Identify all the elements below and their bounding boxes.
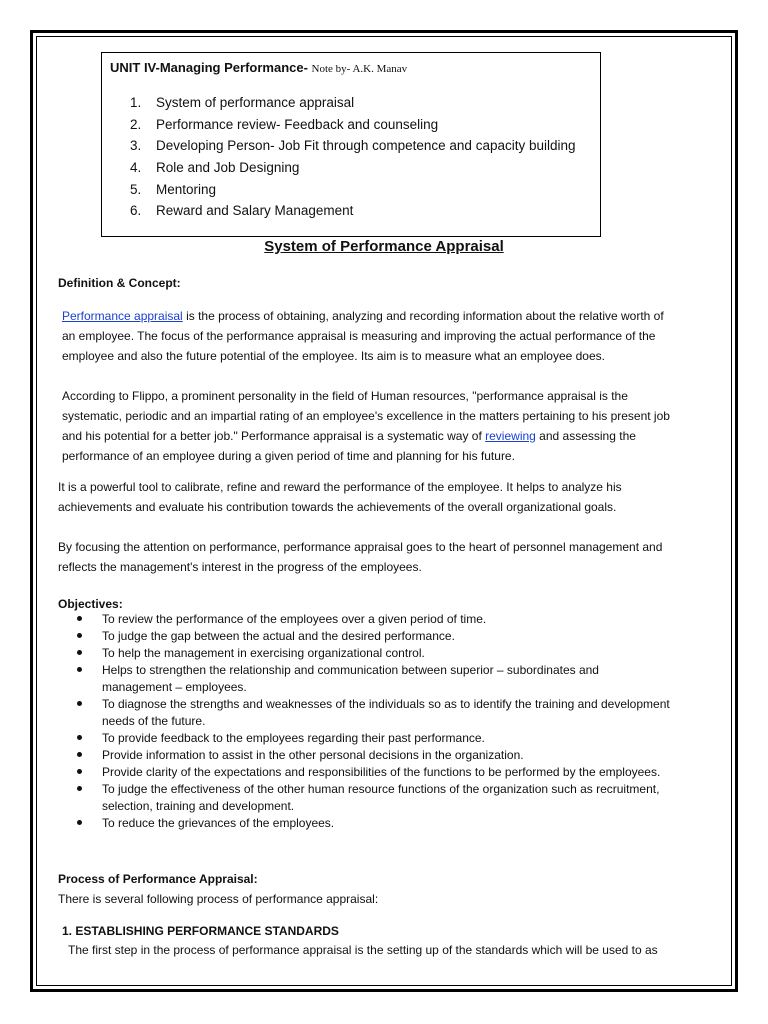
paragraph-3-line-2: achievements and evaluate his contribution towards the achievements of the overall organizational goals.: [58, 500, 617, 514]
paragraph-1-line-2: an employee. The focus of the performance appraisal is measuring and improving the actual performance of the: [62, 329, 656, 343]
topic-item: 6. Reward and Salary Management: [130, 203, 354, 219]
unit-heading: [110, 60, 407, 75]
step-1-text: The first step in the process of performance appraisal is the setting up of the standards which will be used to as: [68, 943, 658, 957]
objective-item: To provide feedback to the employees regarding their past performance.: [77, 730, 670, 747]
objective-item: Provide clarity of the expectations and responsibilities of the functions to be performed by the employees.: [77, 764, 670, 781]
unit-topic-list: [130, 92, 576, 222]
objective-item: To judge the gap between the actual and the desired performance.: [77, 628, 670, 645]
objective-item: To review the performance of the employees over a given period of time.: [77, 611, 670, 628]
author-note: Note by- A.K. Manav: [311, 63, 408, 75]
paragraph-4-line-1: By focusing the attention on performance, performance appraisal goes to the heart of personnel management and: [58, 540, 663, 554]
topic-item: 2. Performance review- Feedback and counseling: [130, 116, 439, 132]
performance-appraisal-link[interactable]: Performance appraisal: [62, 309, 183, 323]
topic-item: 3. Developing Person- Job Fit through competence and capacity building: [130, 138, 576, 154]
objectives-list: [77, 611, 670, 832]
paragraph-3-line-1: It is a powerful tool to calibrate, refine and reward the performance of the employee. It helps to analyze his: [58, 480, 622, 494]
paragraph-1-line-3: employee and also the future potential of the employee. Its aim is to measure what an employee does.: [62, 349, 605, 363]
topic-item: 4. Role and Job Designing: [130, 160, 300, 176]
objective-item: To help the management in exercising organizational control.: [77, 645, 670, 662]
objective-item: To reduce the grievances of the employees.: [77, 815, 670, 832]
paragraph-4-line-2: reflects the management's interest in the progress of the employees.: [58, 560, 422, 574]
reviewing-link[interactable]: reviewing: [485, 429, 536, 443]
step-1-heading: 1. ESTABLISHING PERFORMANCE STANDARDS: [62, 924, 339, 938]
objective-item: To judge the effectiveness of the other human resource functions of the organization such as recruitment, selection, training and development.: [77, 781, 670, 815]
section-title: System of Performance Appraisal: [264, 238, 504, 255]
process-heading: Process of Performance Appraisal:: [58, 872, 258, 886]
paragraph-2-line-3: and his potential for a better job." Performance appraisal is a systematic way of reviewing and assessing the: [62, 429, 636, 443]
process-intro: There is several following process of performance appraisal:: [58, 892, 379, 906]
paragraph-2-line-1: According to Flippo, a prominent personality in the field of Human resources, "performance appraisal is the: [62, 389, 628, 403]
paragraph-1-line-1: Performance appraisal is the process of obtaining, analyzing and recording information about the relative worth of: [62, 309, 664, 323]
unit-heading-text: UNIT IV-Managing Performance-: [110, 60, 308, 75]
paragraph-2-line-4: performance of an employee during a given period of time and planning for his future.: [62, 449, 515, 463]
topic-item: 1. System of performance appraisal: [130, 95, 355, 110]
objective-item: To diagnose the strengths and weaknesses of the individuals so as to identify the training and development needs of the future.: [77, 696, 670, 730]
objectives-heading: Objectives:: [58, 597, 123, 611]
objective-item: Helps to strengthen the relationship and communication between superior – subordinates and management – employees.: [77, 662, 670, 696]
objective-item: Provide information to assist in the other personal decisions in the organization.: [77, 747, 670, 764]
paragraph-2-line-2: systematic, periodic and an impartial rating of an employee's excellence in the matters pertaining to his present job: [62, 409, 670, 423]
definition-heading: Definition & Concept:: [58, 276, 181, 290]
topic-item: 5. Mentoring: [130, 181, 217, 197]
